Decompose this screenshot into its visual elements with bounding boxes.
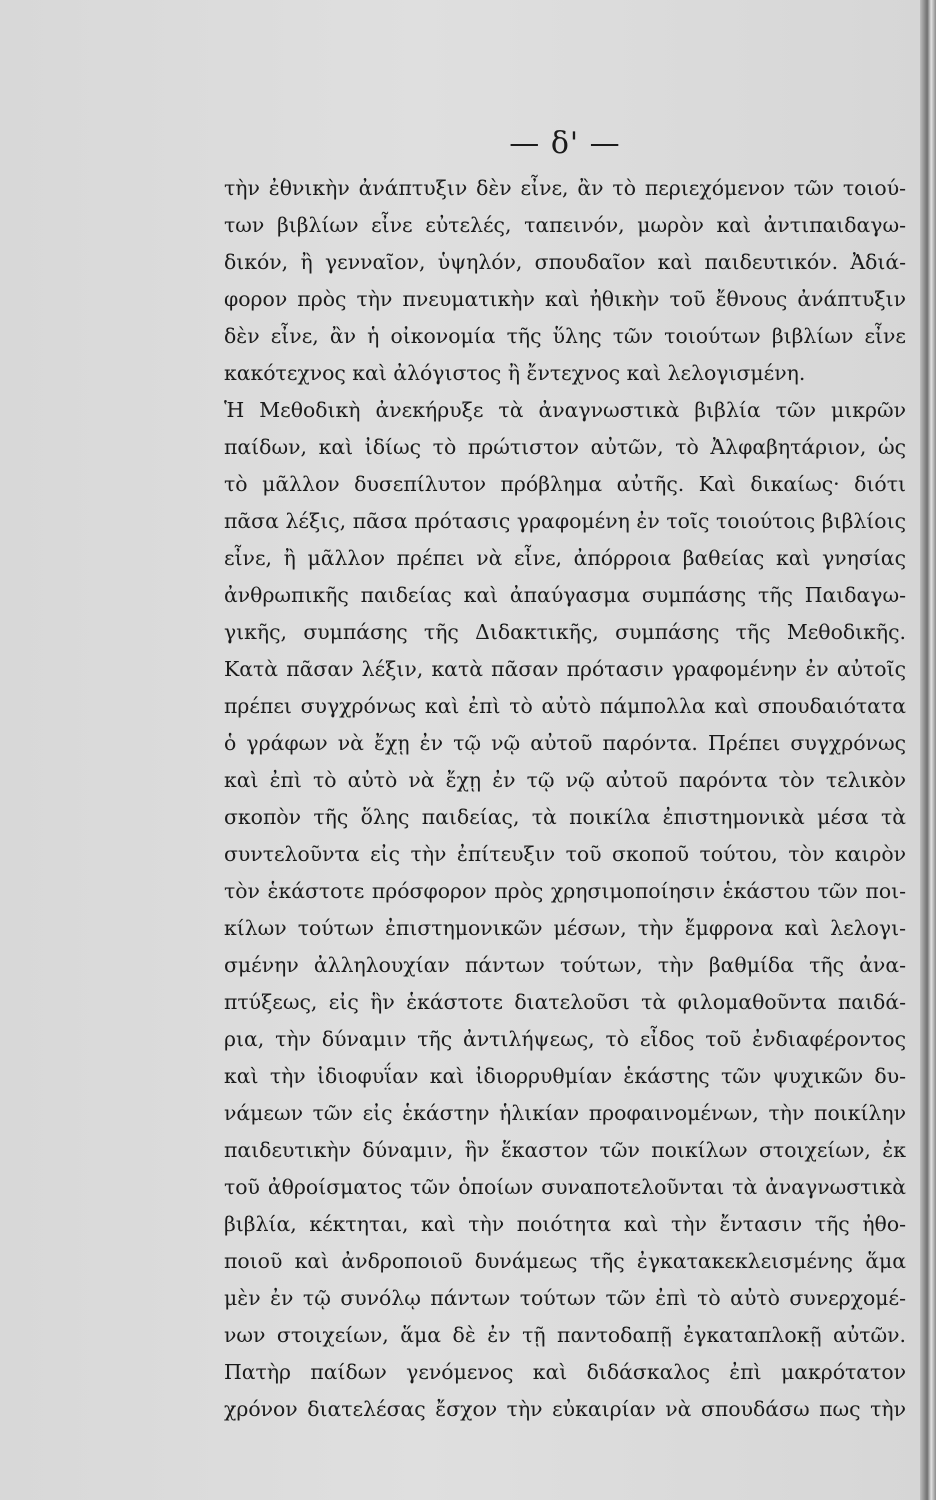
text-line: τοῦ ἀθροίσματος τῶν ὁποίων συναποτελοῦνται τὰ ἀναγνωστικὰ <box>224 1175 906 1199</box>
page-edge-shadow <box>920 0 936 1500</box>
main-text-block <box>224 170 906 1428</box>
text-line: εἶνε, ἢ μᾶλλον πρέπει νὰ εἶνε, ἀπόρροια βαθείας καὶ γνησίας <box>224 546 906 570</box>
text-line: γικῆς, συμπάσης τῆς Διδακτικῆς, συμπάσης τῆς Μεθοδικῆς. <box>224 620 906 644</box>
text-line: πρέπει συγχρόνως καὶ ἐπὶ τὸ αὐτὸ πάμπολλα καὶ σπουδαιότατα <box>224 694 906 718</box>
text-line: πᾶσα λέξις, πᾶσα πρότασις γραφομένη ἐν τοῖς τοιούτοις βιβλίοις <box>224 509 906 533</box>
text-line: καὶ τὴν ἰδιοφυΐαν καὶ ἰδιορρυθμίαν ἑκάστης τῶν ψυχικῶν δυ- <box>224 1064 906 1088</box>
text-line: καὶ ἐπὶ τὸ αὐτὸ νὰ ἔχῃ ἐν τῷ νῷ αὐτοῦ παρόντα τὸν τελικὸν <box>224 768 906 792</box>
text-line: φορον πρὸς τὴν πνευματικὴν καὶ ἠθικὴν τοῦ ἔθνους ἀνάπτυξιν <box>224 287 906 311</box>
text-line: ποιοῦ καὶ ἀνδροποιοῦ δυνάμεως τῆς ἐγκατακεκλεισμένης ἅμα <box>224 1249 906 1273</box>
text-line: δὲν εἶνε, ἂν ἡ οἰκονομία τῆς ὕλης τῶν τοιούτων βιβλίων εἶνε <box>224 324 906 348</box>
text-line: των βιβλίων εἶνε εὐτελές, ταπεινόν, μωρὸν καὶ ἀντιπαιδαγω- <box>224 213 906 237</box>
text-line: παίδων, καὶ ἰδίως τὸ πρώτιστον αὐτῶν, τὸ Ἀλφαβητάριον, ὡς <box>224 435 906 459</box>
text-line: μὲν ἐν τῷ συνόλῳ πάντων τούτων τῶν ἐπὶ τὸ αὐτὸ συνερχομέ- <box>224 1286 906 1310</box>
text-line: σκοπὸν τῆς ὅλης παιδείας, τὰ ποικίλα ἐπιστημονικὰ μέσα τὰ <box>224 805 906 829</box>
text-line: τὸ μᾶλλον δυσεπίλυτον πρόβλημα αὐτῆς. Καὶ δικαίως· διότι <box>224 472 906 496</box>
text-line: χρόνον διατελέσας ἔσχον τὴν εὐκαιρίαν νὰ σπουδάσω πως τὴν <box>224 1397 906 1421</box>
text-line: Πατὴρ παίδων γενόμενος καὶ διδάσκαλος ἐπὶ μακρότατον <box>224 1360 906 1384</box>
text-line: Ἡ Μεθοδικὴ ἀνεκήρυξε τὰ ἀναγνωστικὰ βιβλία τῶν μικρῶν <box>224 398 906 422</box>
text-line: νων στοιχείων, ἅμα δὲ ἐν τῇ παντοδαπῇ ἐγκαταπλοκῇ αὐτῶν. <box>224 1323 906 1347</box>
page-number: — δ' — <box>509 126 621 161</box>
text-line: συντελοῦντα εἰς τὴν ἐπίτευξιν τοῦ σκοποῦ τούτου, τὸν καιρὸν <box>224 842 906 866</box>
text-line: ὁ γράφων νὰ ἔχῃ ἐν τῷ νῷ αὐτοῦ παρόντα. Πρέπει συγχρόνως <box>224 731 906 755</box>
text-line: ρια, τὴν δύναμιν τῆς ἀντιλήψεως, τὸ εἶδος τοῦ ἐνδιαφέροντος <box>224 1027 906 1051</box>
text-line: σμένην ἀλληλουχίαν πάντων τούτων, τὴν βαθμίδα τῆς ἀνα- <box>224 953 906 977</box>
text-line: παιδευτικὴν δύναμιν, ἣν ἕκαστον τῶν ποικίλων στοιχείων, ἐκ <box>224 1138 906 1162</box>
text-line: Κατὰ πᾶσαν λέξιν, κατὰ πᾶσαν πρότασιν γραφομένην ἐν αὐτοῖς <box>224 657 906 681</box>
text-line: ἀνθρωπικῆς παιδείας καὶ ἀπαύγασμα συμπάσης τῆς Παιδαγω- <box>224 583 906 607</box>
text-line: τὴν ἐθνικὴν ἀνάπτυξιν δὲν εἶνε, ἂν τὸ περιεχόμενον τῶν τοιού- <box>224 176 906 200</box>
text-line: νάμεων τῶν εἰς ἑκάστην ἡλικίαν προφαινομένων, τὴν ποικίλην <box>224 1101 906 1125</box>
text-line: δικόν, ἢ γενναῖον, ὑψηλόν, σπουδαῖον καὶ παιδευτικόν. Ἀδιά- <box>224 250 906 274</box>
text-line: βιβλία, κέκτηται, καὶ τὴν ποιότητα καὶ τὴν ἔντασιν τῆς ἠθο- <box>224 1212 906 1236</box>
text-line: πτύξεως, εἰς ἣν ἑκάστοτε διατελοῦσι τὰ φιλομαθοῦντα παιδά- <box>224 990 906 1014</box>
text-line: τὸν ἑκάστοτε πρόσφορον πρὸς χρησιμοποίησιν ἑκάστου τῶν ποι- <box>224 879 906 903</box>
text-line: κίλων τούτων ἐπιστημονικῶν μέσων, τὴν ἔμφρονα καὶ λελογι- <box>224 916 906 940</box>
text-line: κακότεχνος καὶ ἀλόγιστος ἢ ἔντεχνος καὶ λελογισμένη. <box>224 361 806 385</box>
